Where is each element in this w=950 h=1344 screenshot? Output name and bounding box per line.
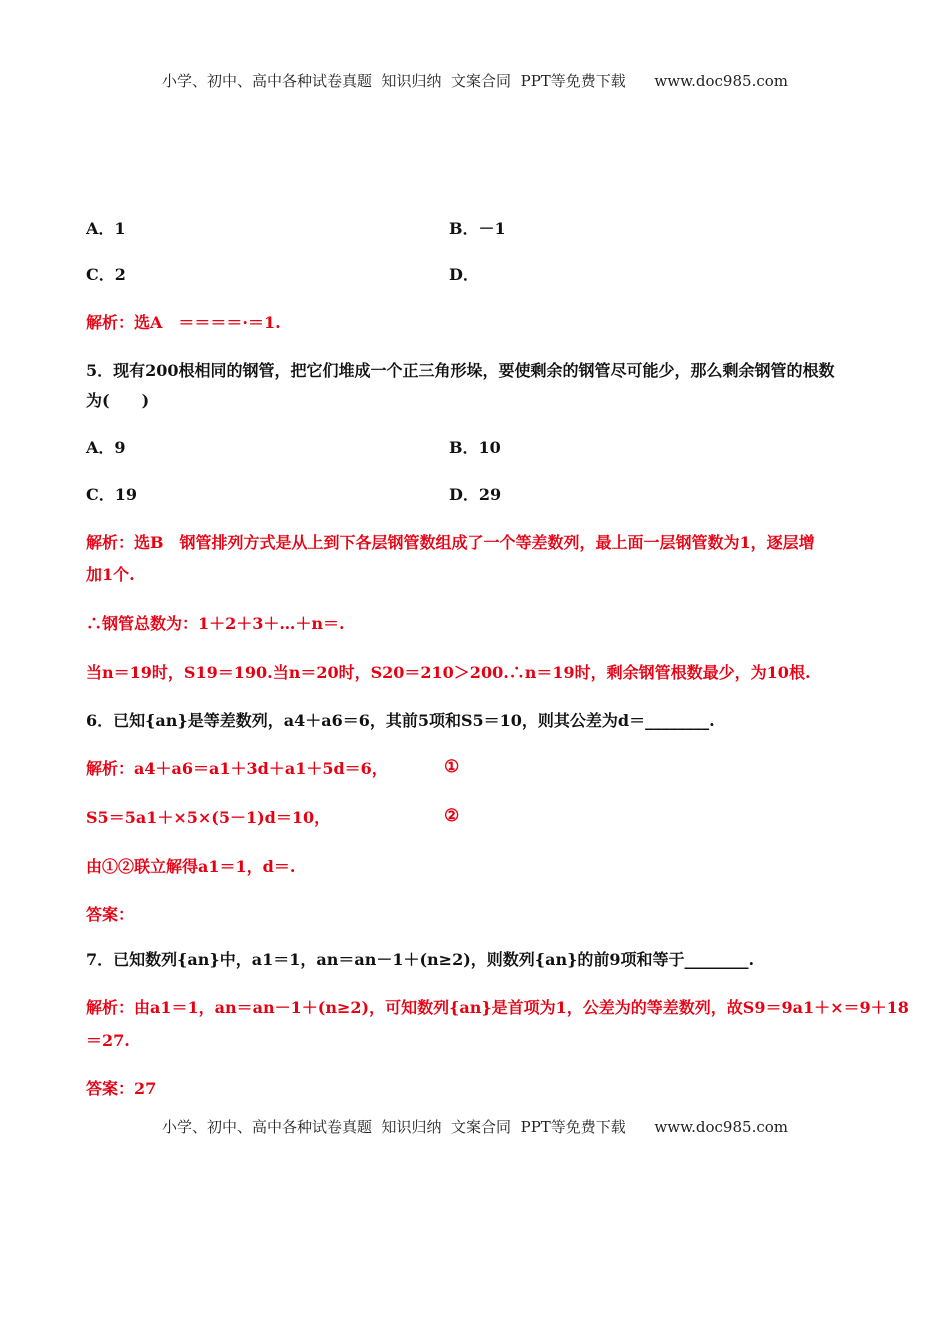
q5-analysis-line4: 当n＝19时，S19＝190.当n＝20时，S20＝210＞200.∴n＝19时，剩余钢管根数最少，为10根. bbox=[86, 663, 811, 682]
q5-option-d: D．29 bbox=[449, 485, 502, 504]
q7-analysis-line2: ＝27. bbox=[86, 1031, 130, 1050]
q5-analysis-line3: ∴钢管总数为：1＋2＋3＋…＋n＝. bbox=[86, 614, 345, 633]
q5-option-c: C．19 bbox=[86, 485, 138, 504]
q7-stem: 7．已知数列{an}中，a1＝1，an＝an－1＋(n≥2)，则数列{an}的前9项和等于________. bbox=[86, 950, 755, 969]
page-header: 小学、初中、高中各种试卷真题 知识归纳 文案合同 PPT等免费下载 www.doc985.com bbox=[161, 72, 788, 90]
q7-answer: 答案：27 bbox=[86, 1079, 157, 1098]
q6-analysis-line2: S5＝5a1＋×5×(5－1)d＝10， bbox=[86, 808, 331, 827]
q7-analysis-line1: 解析：由a1＝1，an＝an－1＋(n≥2)，可知数列{an}是首项为1，公差为的等差数列，故S9＝9a1＋×＝9＋18 bbox=[86, 998, 909, 1017]
q5-option-b: B．10 bbox=[449, 438, 501, 457]
q6-stem: 6．已知{an}是等差数列，a4＋a6＝6，其前5项和S5＝10，则其公差为d＝________. bbox=[86, 711, 715, 730]
q5-stem-line2: 为( ) bbox=[86, 391, 150, 410]
q5-stem-line1: 5．现有200根相同的钢管，把它们堆成一个正三角形垛，要使剩余的钢管尽可能少，那么剩余钢管的根数 bbox=[86, 361, 835, 380]
q6-analysis-line3: 由①②联立解得a1＝1，d＝. bbox=[86, 857, 296, 876]
q5-analysis-line1: 解析：选B 钢管排列方式是从上到下各层钢管数组成了一个等差数列，最上面一层钢管数为1，逐层增 bbox=[86, 533, 815, 552]
q6-answer: 答案： bbox=[86, 905, 135, 924]
q4-option-a: A．1 bbox=[86, 219, 126, 238]
q4-option-c: C．2 bbox=[86, 265, 126, 284]
q4-option-d: D． bbox=[449, 265, 479, 284]
q4-analysis: 解析：选A ＝＝＝＝·＝1. bbox=[86, 313, 281, 332]
q4-option-b: B．－1 bbox=[449, 219, 506, 238]
q6-analysis-line1: 解析：a4＋a6＝a1＋3d＋a1＋5d＝6， bbox=[86, 759, 388, 778]
q6-mark-1: ① bbox=[444, 757, 460, 777]
q5-option-a: A．9 bbox=[86, 438, 126, 457]
q6-mark-2: ② bbox=[444, 806, 460, 826]
q5-analysis-line2: 加1个. bbox=[86, 565, 135, 584]
page-footer: 小学、初中、高中各种试卷真题 知识归纳 文案合同 PPT等免费下载 www.doc985.com bbox=[161, 1118, 788, 1136]
